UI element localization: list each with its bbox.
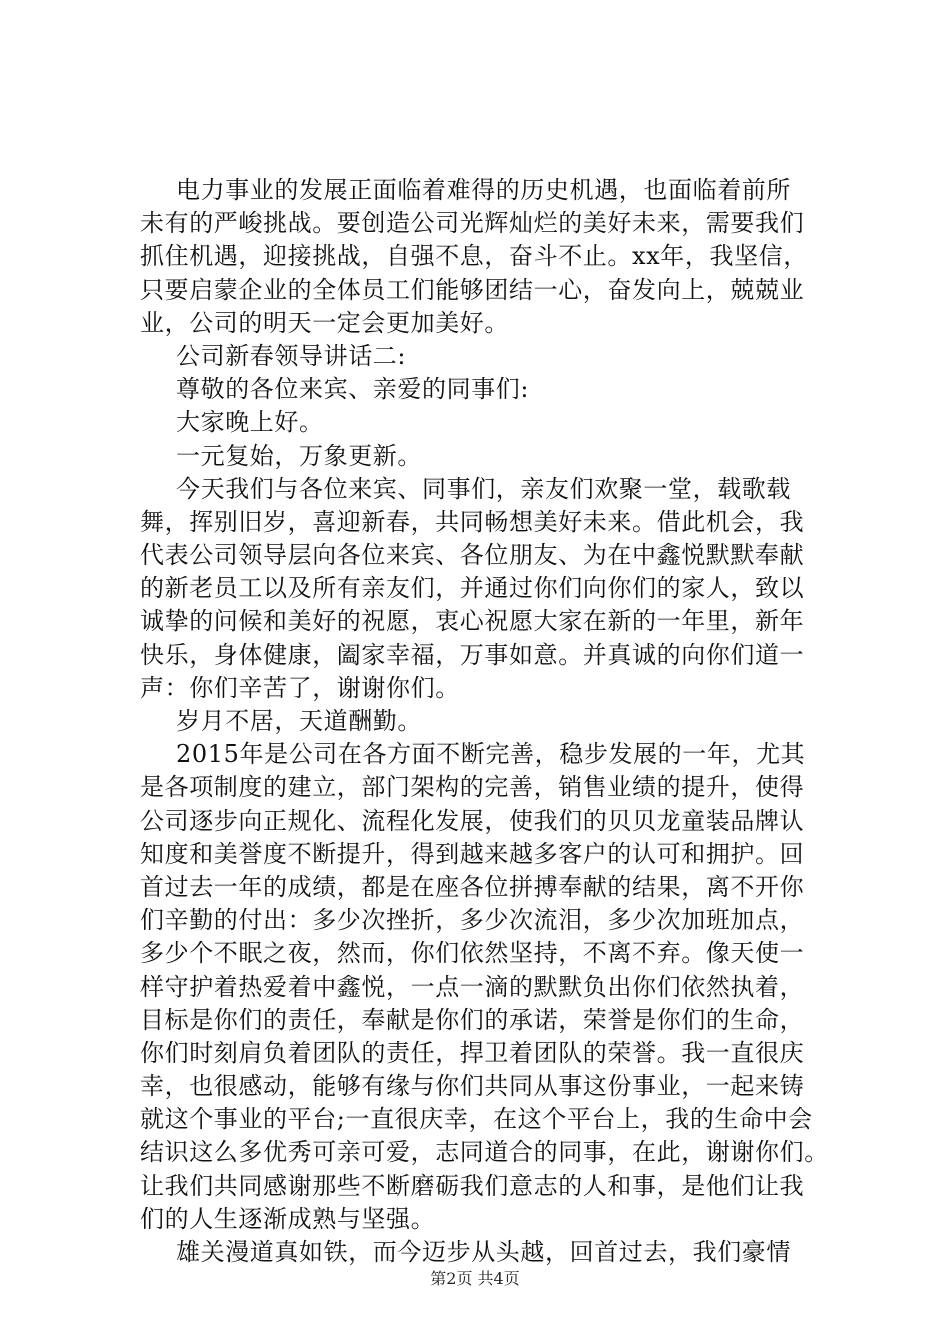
text-line: 你们时刻肩负着团队的责任，捍卫着团队的荣誉。我一直很庆 <box>140 1038 805 1067</box>
text-line: 们的人生逐渐成熟与坚强。 <box>140 1204 436 1233</box>
text-line: 快乐，身体健康，阖家幸福，万事如意。并真诚的向你们道一 <box>140 640 805 669</box>
text-line: 2015年是公司在各方面不断完善，稳步发展的一年，尤其 <box>176 740 806 769</box>
text-line: 是各项制度的建立，部门架构的完善，销售业绩的提升，使得 <box>140 773 805 802</box>
text-line: 们辛勤的付出：多少次挫折，多少次流泪，多少次加班加点， <box>140 906 805 935</box>
page-footer: 第2页 共4页 <box>430 1269 520 1288</box>
text-line: 结识这么多优秀可亲可爱，志同道合的同事，在此，谢谢你们。 <box>140 1138 829 1167</box>
text-line: 目标是你们的责任，奉献是你们的承诺，荣誉是你们的生命， <box>140 1005 805 1034</box>
text-line: 大家晚上好。 <box>176 408 324 437</box>
text-line: 首过去一年的成绩，都是在座各位拼搏奉献的结果，离不开你 <box>140 872 805 901</box>
text-line: 让我们共同感谢那些不断磨砺我们意志的人和事，是他们让我 <box>140 1171 805 1200</box>
text-line: 今天我们与各位来宾、同事们，亲友们欢聚一堂，载歌载 <box>176 474 791 503</box>
text-line: 知度和美誉度不断提升，得到越来越多客户的认可和拥护。回 <box>140 839 805 868</box>
text-line: 岁月不居，天道酬勤。 <box>176 707 422 735</box>
text-line: 业，公司的明天一定会更加美好。 <box>140 308 509 337</box>
text-line: 未有的严峻挑战。要创造公司光辉灿烂的美好未来，需要我们 <box>140 209 805 238</box>
text-line: 雄关漫道真如铁，而今迈步从头越，回首过去，我们豪情 <box>176 1238 791 1266</box>
text-line: 公司新春领导讲话二: <box>176 341 407 370</box>
text-line: 电力事业的发展正面临着难得的历史机遇，也面临着前所 <box>176 176 791 204</box>
document-body <box>140 174 840 1269</box>
text-line: 尊敬的各位来宾、亲爱的同事们: <box>176 375 530 404</box>
text-line: 就这个事业的平台;一直很庆幸，在这个平台上，我的生命中会 <box>140 1105 813 1134</box>
text-line: 的新老员工以及所有亲友们，并通过你们向你们的家人，致以 <box>140 574 805 603</box>
text-line: 声：你们辛苦了，谢谢你们。 <box>140 673 460 702</box>
text-line: 样守护着热爱着中鑫悦，一点一滴的默默负出你们依然执着， <box>140 972 805 1001</box>
text-line: 公司逐步向正规化、流程化发展，使我们的贝贝龙童装品牌认 <box>140 806 805 835</box>
text-line: 幸，也很感动，能够有缘与你们共同从事这份事业，一起来铸 <box>140 1072 805 1101</box>
text-line: 多少个不眠之夜，然而，你们依然坚持，不离不弃。像天使一 <box>140 939 805 968</box>
text-line: 代表公司领导层向各位来宾、各位朋友、为在中鑫悦默默奉献 <box>140 541 805 570</box>
text-line: 抓住机遇，迎接挑战，自强不息，奋斗不止。xx年，我坚信， <box>140 242 808 271</box>
text-line: 舞，挥别旧岁，喜迎新春，共同畅想美好未来。借此机会，我 <box>140 507 805 536</box>
text-line: 只要启蒙企业的全体员工们能够团结一心，奋发向上，兢兢业 <box>140 275 805 304</box>
text-line: 诚挚的问候和美好的祝愿，衷心祝愿大家在新的一年里，新年 <box>140 607 805 636</box>
text-line: 一元复始，万象更新。 <box>176 441 422 470</box>
